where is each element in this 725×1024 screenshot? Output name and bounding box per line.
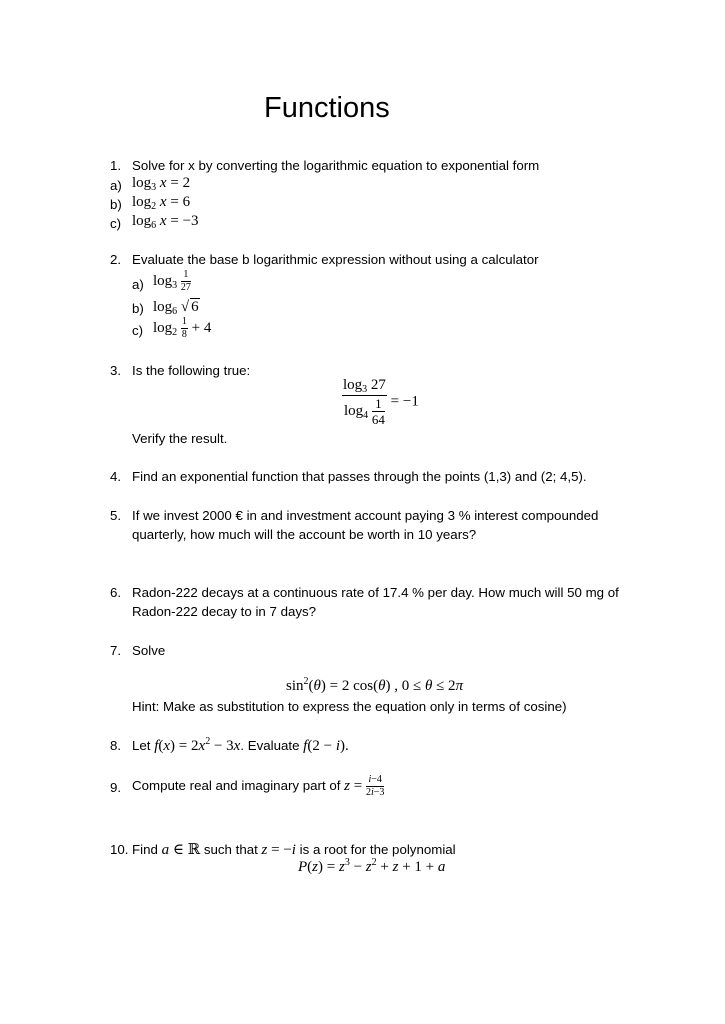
q7-equation: $\sin^2(\theta) = 2$ cos(θ) , 0 ≤ θ ≤ 2π xyxy=(286,676,464,694)
q1a-equation: $\log_3 x = 2$ xyxy=(132,175,191,193)
q2b-expression: $\log_6$ √ 6 xyxy=(153,299,199,317)
q5-text-line2: quarterly, how much will the account be worth in 10 years? xyxy=(132,527,477,542)
q1c-label: c) xyxy=(110,216,122,231)
q1-text: Solve for x by converting the logarithmic equation to exponential form xyxy=(132,158,540,173)
q5-number: 5. xyxy=(110,508,122,523)
q3-equation: $\log_3 27$ $\log_4$ $\frac{1}{64}$ = −1 xyxy=(343,377,419,427)
q1b-label: b) xyxy=(110,197,122,212)
q10-polynomial: $P(z) = z^3 - z^2 + z + 1 + a$ xyxy=(298,857,446,875)
q5-text-line1: If we invest 2000 € in and investment account paying 3 % interest compounded xyxy=(132,508,599,523)
q3-text: Is the following true: xyxy=(132,363,251,378)
q2c-expression: $\log_2$ $\frac{1}{8}$ + 4 xyxy=(153,316,212,340)
q6-text-line2: Radon-222 decay to in 7 days? xyxy=(132,604,317,619)
q4-text: Find an exponential function that passes through the points (1,3) and (2; 4,5). xyxy=(132,469,587,484)
q2c-label: c) xyxy=(132,323,144,338)
q9-number: 9. xyxy=(110,780,122,795)
q10-text: Find a ∈ ℝ such that z = −i is a root for the polynomial xyxy=(132,842,456,858)
q6-number: 6. xyxy=(110,585,122,600)
q10-number: 10. xyxy=(110,842,129,857)
q6-text-line1: Radon-222 decays at a continuous rate of 17.4 % per day. How much will 50 mg of xyxy=(132,585,619,600)
q2-text: Evaluate the base b logarithmic expression without using a calculator xyxy=(132,252,539,267)
q8-number: 8. xyxy=(110,738,122,753)
page-title: Functions xyxy=(264,92,390,124)
q3-number: 3. xyxy=(110,363,122,378)
q2-number: 2. xyxy=(110,252,122,267)
q4-number: 4. xyxy=(110,469,122,484)
q7-text: Solve xyxy=(132,643,166,658)
q9-text: Compute real and imaginary part of z = $\frac{i-4}{2i-3}$ xyxy=(132,774,385,798)
q7-hint: Hint: Make as substitution to express the equation only in terms of cosine) xyxy=(132,699,567,714)
q8-text: Let $f(x) = 2x^2 - 3x$. Evaluate f(2 − i). xyxy=(132,736,349,754)
q1b-equation: $\log_2 x = 6$ xyxy=(132,194,191,212)
q1-number: 1. xyxy=(110,158,122,173)
q2a-label: a) xyxy=(132,277,144,292)
q2b-label: b) xyxy=(132,301,144,316)
q2a-expression: $\log_3$ $\frac{1}{27}$ xyxy=(153,269,191,293)
q7-number: 7. xyxy=(110,643,122,658)
q1c-equation: $\log_6 x = -3$ xyxy=(132,213,199,231)
q1a-label: a) xyxy=(110,178,122,193)
q3-verify-text: Verify the result. xyxy=(132,431,228,446)
